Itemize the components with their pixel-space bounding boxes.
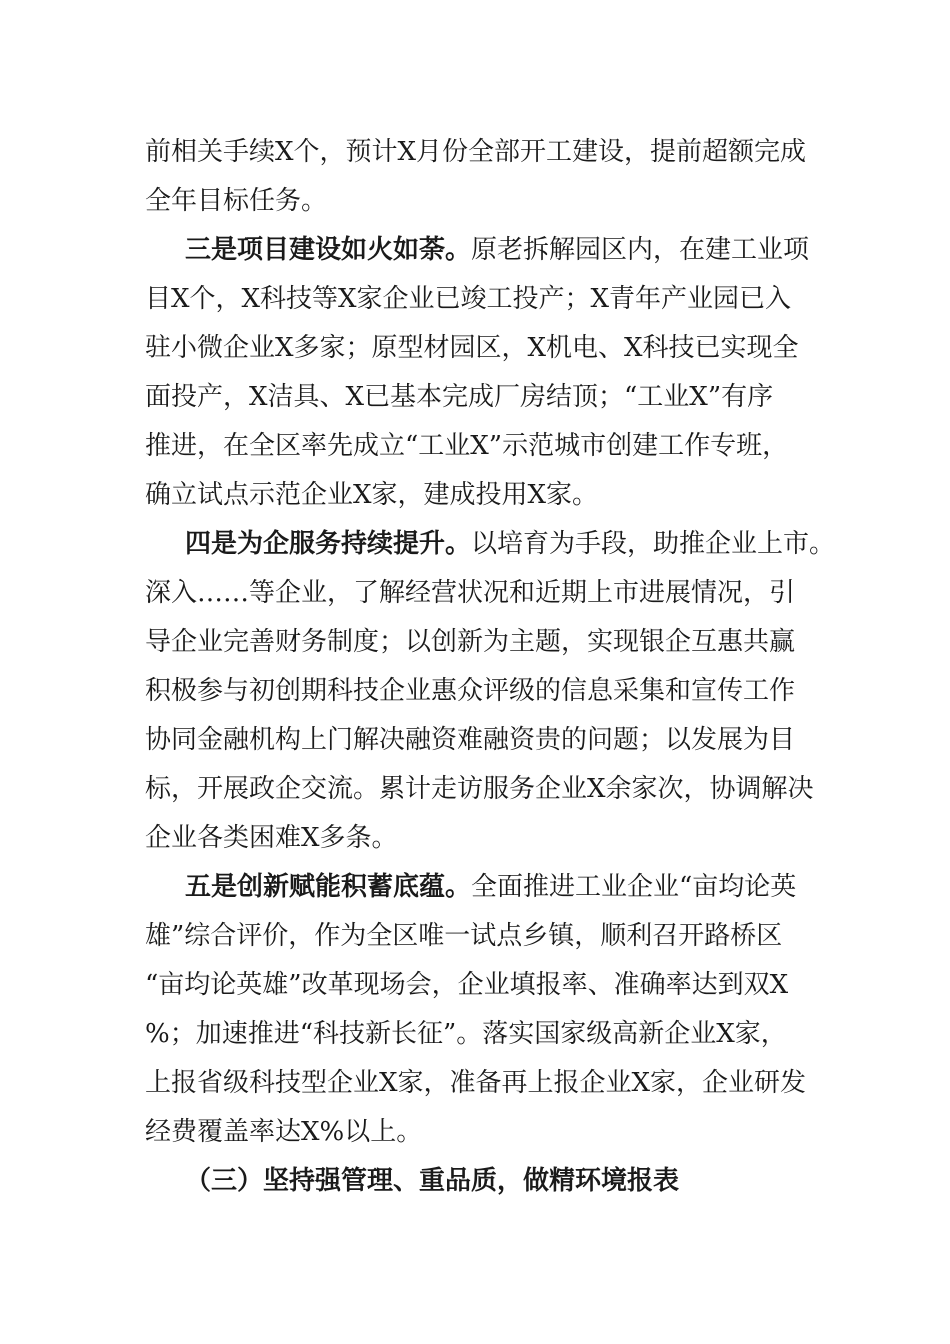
text-line: 目X个，X科技等X家企业已竣工投产；X青年产业园已入 [145, 284, 792, 314]
text-line: 深入……等企业，了解经营状况和近期上市进展情况，引 [145, 578, 796, 608]
text-line: 企业各类困难X多条。 [145, 823, 398, 853]
text-line: 推进，在全区率先成立“工业X”示范城市创建工作专班， [145, 431, 789, 461]
document-body [145, 128, 836, 1206]
text-line: 协同金融机构上门解决融资难融资贵的问题；以发展为目 [145, 725, 796, 755]
text-line [145, 520, 836, 569]
section-heading-block [145, 1157, 810, 1206]
paragraph-heading: 四是为企服务持续提升。 [185, 529, 472, 559]
text-line: “亩均论英雄”改革现场会，企业填报率、准确率达到双X [145, 970, 789, 1000]
paragraph-enterprise-service [145, 520, 836, 863]
text-line: 雄”综合评价，作为全区唯一试点乡镇，顺利召开路桥区 [145, 921, 783, 951]
text-line: 全年目标任务。 [145, 186, 328, 216]
text-line: 驻小微企业X多家；原型材园区，X机电、X科技已实现全 [145, 333, 799, 363]
text-line: 确立试点示范企业X家，建成投用X家。 [145, 480, 599, 510]
text-line: 标，开展政企交流。累计走访服务企业X余家次，协调解决 [145, 774, 814, 804]
text-line: 导企业完善财务制度；以创新为主题，实现银企互惠共赢 [145, 627, 796, 657]
text-line: 前相关手续X个，预计X月份全部开工建设，提前超额完成 [145, 137, 807, 167]
paragraph-innovation [145, 863, 810, 1157]
paragraph-heading: 三是项目建设如火如荼。 [185, 235, 472, 265]
text-line: %；加速推进“科技新长征”。落实国家级高新企业X家， [145, 1019, 787, 1049]
text-line [145, 863, 810, 912]
text-line: 面投产，X洁具、X已基本完成厂房结顶；“工业X”有序 [145, 382, 774, 412]
paragraph-heading: 五是创新赋能积蓄底蕴。 [185, 872, 472, 902]
section-heading: （三）坚持强管理、重品质，做精环境报表 [185, 1166, 680, 1196]
text-line: 上报省级科技型企业X家，准备再上报企业X家，企业研发 [145, 1068, 807, 1098]
text-line [145, 226, 810, 275]
text-run: 全面推进工业企业“亩均论英 [471, 872, 797, 902]
text-line: 经费覆盖率达X%以上。 [145, 1117, 423, 1147]
text-run: 原老拆解园区内，在建工业项 [471, 235, 810, 265]
paragraph-project-construction [145, 226, 810, 520]
text-run: 以培育为手段，助推企业上市。 [471, 529, 836, 559]
text-line: 积极参与初创期科技企业惠众评级的信息采集和宣传工作 [145, 676, 796, 706]
paragraph-continuation [145, 128, 810, 226]
